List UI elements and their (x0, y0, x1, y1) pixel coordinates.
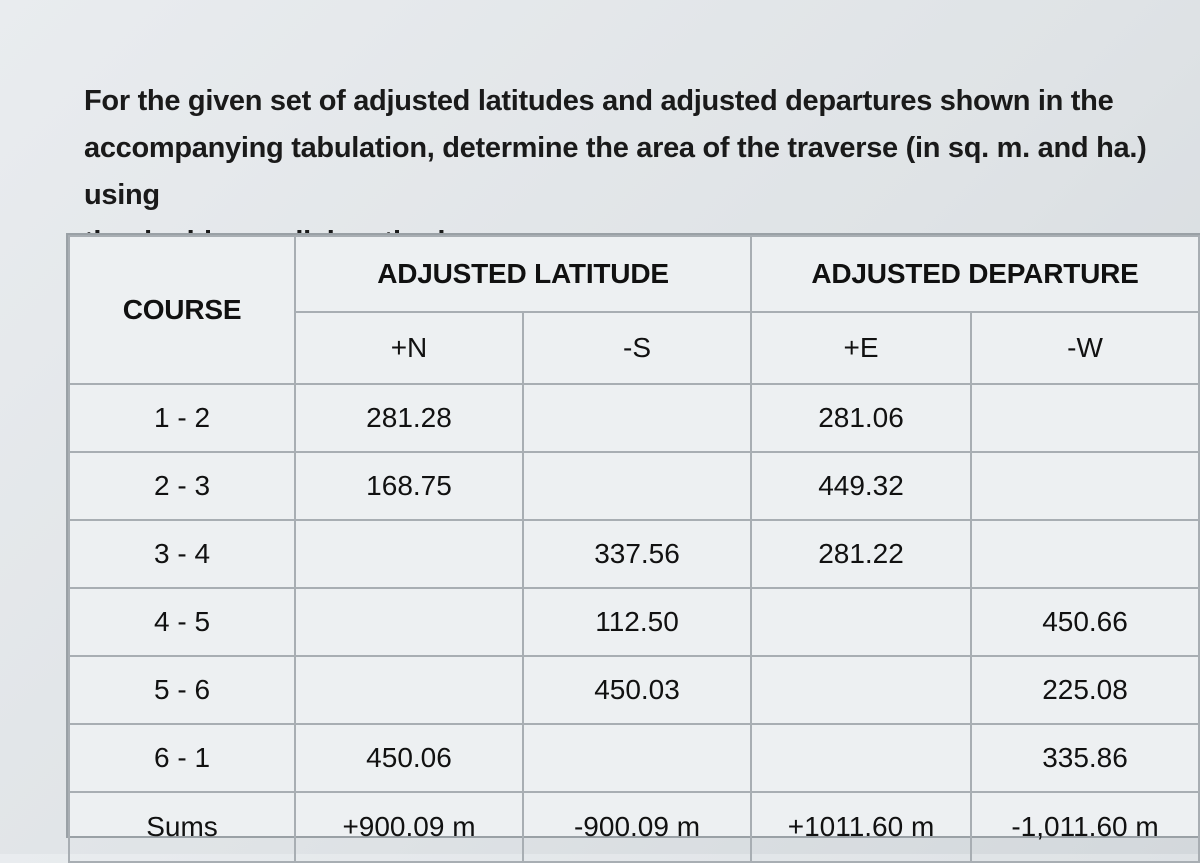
table-row (69, 656, 1199, 724)
sums-label: Sums (69, 792, 295, 862)
west-cell: 450.66 (971, 588, 1199, 656)
south-cell: 337.56 (523, 520, 751, 588)
traverse-table-container (66, 233, 1200, 842)
east-cell (751, 656, 971, 724)
south-cell (523, 384, 751, 452)
west-cell: 225.08 (971, 656, 1199, 724)
north-cell: 450.06 (295, 724, 523, 792)
east-cell (751, 588, 971, 656)
north-cell (295, 520, 523, 588)
south-cell: 112.50 (523, 588, 751, 656)
sum-north: +900.09 m (295, 792, 523, 862)
table-row (69, 588, 1199, 656)
course-header: COURSE (69, 236, 295, 384)
sum-south: -900.09 m (523, 792, 751, 862)
sum-west: -1,011.60 m (971, 792, 1199, 862)
east-header: +E (751, 312, 971, 384)
north-header: +N (295, 312, 523, 384)
table-row (69, 452, 1199, 520)
course-cell: 1 - 2 (69, 384, 295, 452)
table-row (69, 724, 1199, 792)
south-header: -S (523, 312, 751, 384)
north-cell: 168.75 (295, 452, 523, 520)
problem-line-2: accompanying tabulation, determine the area of the traverse (in sq. m. and ha.) using (84, 132, 1147, 211)
table-row (69, 384, 1199, 452)
north-cell (295, 656, 523, 724)
course-cell: 3 - 4 (69, 520, 295, 588)
course-cell: 6 - 1 (69, 724, 295, 792)
north-cell: 281.28 (295, 384, 523, 452)
east-cell: 281.06 (751, 384, 971, 452)
south-cell (523, 452, 751, 520)
course-cell: 5 - 6 (69, 656, 295, 724)
course-cell: 4 - 5 (69, 588, 295, 656)
east-cell: 449.32 (751, 452, 971, 520)
south-cell: 450.03 (523, 656, 751, 724)
west-header: -W (971, 312, 1199, 384)
east-cell: 281.22 (751, 520, 971, 588)
west-cell (971, 452, 1199, 520)
adjusted-latitude-header: ADJUSTED LATITUDE (295, 236, 751, 312)
table-row (69, 520, 1199, 588)
sum-east: +1011.60 m (751, 792, 971, 862)
traverse-table (68, 235, 1200, 863)
west-cell (971, 520, 1199, 588)
east-cell (751, 724, 971, 792)
west-cell (971, 384, 1199, 452)
header-row-main (69, 236, 1199, 312)
sums-row (69, 792, 1199, 862)
south-cell (523, 724, 751, 792)
course-cell: 2 - 3 (69, 452, 295, 520)
problem-line-1: For the given set of adjusted latitudes and adjusted departures shown in the (84, 85, 1114, 117)
north-cell (295, 588, 523, 656)
adjusted-departure-header: ADJUSTED DEPARTURE (751, 236, 1199, 312)
west-cell: 335.86 (971, 724, 1199, 792)
